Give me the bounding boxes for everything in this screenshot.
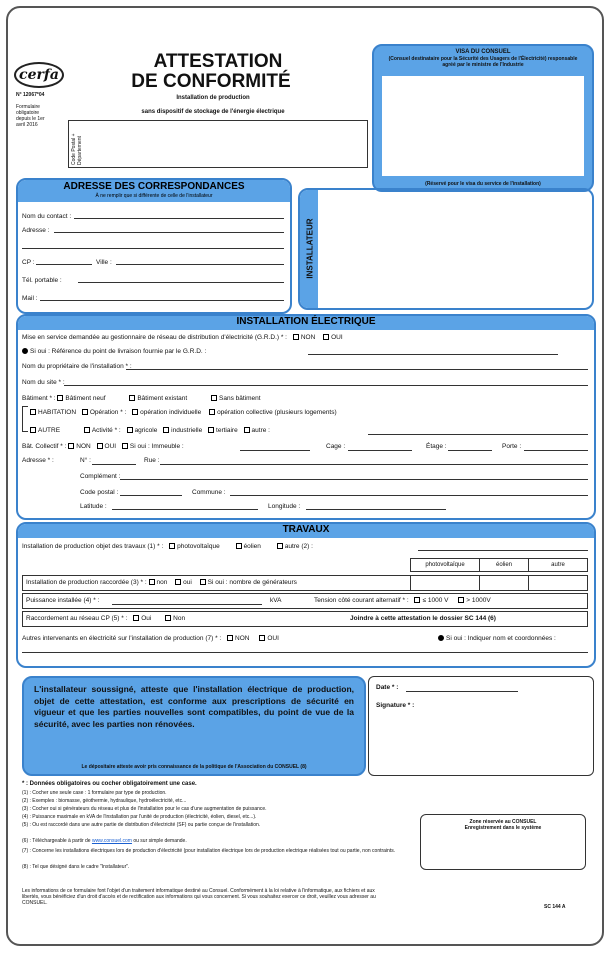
contact-cp-label: CP : [22,259,35,266]
gen-eolien-cell[interactable] [479,575,529,591]
tension-row [314,596,491,605]
eolien-checkbox[interactable] [236,543,242,549]
intervenants-label: Autres intervenants en électricité sur l'installation de production (7) * : [22,635,222,642]
correspondance-panel [16,178,292,314]
intervenants-oui-checkbox[interactable] [259,635,265,641]
form-ref: SC 144 A [544,904,566,910]
legal-text: Les informations de ce formulaire font l'objet d'un traitement informatique destiné au Consuel. Conformément à la loi relative à l'informatique, aux fichiers et aux libertés, vous bénéficiez d'un droit d'accès et de rectification aux informations qui vous concernent. Si vous souhaitez exercer ce droit, veuillez vous adresser au CONSUEL. [22,888,376,906]
puissance-unit: kVA [270,597,282,604]
cage-field[interactable] [348,450,412,451]
agricole-label: agricole [134,427,158,434]
intervenants-oui-label: OUI [267,635,279,642]
raccordee-label: Installation de production raccordée (3) * : [26,579,147,586]
immeuble-label: Si oui : Immeuble : [129,443,184,450]
visa-title: VISA DU CONSUEL [455,49,511,55]
correspondance-title [18,180,290,202]
signature-label: Signature * : [376,702,415,709]
title-line1: ATTESTATION [153,51,283,72]
sans-batiment-checkbox[interactable] [211,395,217,401]
proprietaire-label: Nom du propriétaire de l'installation * : [22,363,132,370]
bat-collectif-oui-label: OUI [104,443,117,450]
numero-label: N° : [80,457,91,464]
porte-label: Porte : [502,443,522,450]
bat-collectif-oui-checkbox[interactable] [97,443,103,449]
footnote-7: (7) : Concerne les installations électriques lors de production d'électricité (pour installation électrique lors de production electrique réalisées tout ou partie, non contraints. [22,848,396,854]
raccordement-non-checkbox[interactable] [165,615,171,621]
contact-ville-field[interactable] [116,264,284,265]
date-label: Date * : [376,684,399,691]
raccordement-label: Raccordement au réseau CP (5) * : [26,615,128,622]
contact-phone-field[interactable] [78,282,284,283]
activite-checkbox[interactable] [84,427,90,433]
subtitle1: Installation de production [176,95,250,101]
signature-field[interactable] [376,714,586,770]
contact-cp-field[interactable] [36,264,92,265]
batiment-row [22,394,261,403]
industrielle-checkbox[interactable] [163,427,169,433]
side-note: Formulaire obligatoire depuis le 1er avril 2016 [16,104,45,128]
longitude-field[interactable] [306,509,446,510]
raccordement-non-label: Non [173,615,186,622]
operation-individuelle-checkbox[interactable] [132,409,138,415]
bat-collectif-label: Bât. Collectif * : [22,443,67,450]
cage-label: Cage : [326,443,346,450]
code-postal-field[interactable] [120,495,182,496]
ref-point-text: Si oui : Référence du point de livraison fournie par le G.R.D. : [30,348,207,355]
tension-high-checkbox[interactable] [458,597,464,603]
proprietaire-field[interactable] [126,369,588,370]
site-label: Nom du site * : [22,379,65,386]
contact-address-label: Adresse : [22,227,50,234]
footnote-4: (4) : Puissance maximale en kVA de l'installation par l'unité de production (électricité, éolien, diesel, etc...). [22,814,257,820]
site-field[interactable] [64,385,588,386]
sans-batiment-label: Sans bâtiment [219,395,261,402]
activite-label: Activité * : [91,427,121,434]
bat-existant-checkbox[interactable] [129,395,135,401]
operation-checkbox[interactable] [82,409,88,415]
contact-ville-label: Ville : [96,259,112,266]
intervenants-field[interactable] [22,652,588,653]
footnote-5: (5) : Ou est raccordé dans une autre partie de distribution d'électricité (SF) ou partie conçue de l'installation. [22,822,261,828]
batiment-label: Bâtiment * : [22,395,56,402]
complement-field[interactable] [120,479,588,480]
complement-label: Complément : [80,473,121,480]
intervenants-tail-text: Si oui : Indiquer nom et coordonnées : [446,635,556,642]
attestation-text: L'installateur soussigné, atteste que l'installation électrique de production, objet de cette attestation, est conforme aux prescriptions de sécurité en vigueur et que les parties nouvelles sont compatibles, du point de vue de la sécurité, avec les parties non rénovées. [34,684,354,729]
mise-en-service-label [22,333,343,342]
footnote-3: (3) : Cocher oui si générateurs du réseau et plus de l'installation pour le cas d'une augmentation de puissance. [22,806,267,812]
contact-address-field[interactable] [54,232,284,233]
raccordee-oui-label: oui [183,579,192,586]
raccordee-row [26,578,297,587]
joindre-note: Joindre à cette attestation le dossier SC 144 (6) [350,615,496,622]
industrielle-label: industrielle [171,427,203,434]
visa-subtitle: (Consuel destinataire pour la Sécurité des Usagers de l'Électricité) responsable agréé par le ministre de l'Industrie [388,56,578,68]
bat-collectif-non-label: NON [76,443,91,450]
puissance-row-box [22,593,588,609]
usage-bracket [22,406,28,432]
bat-neuf-checkbox[interactable] [57,395,63,401]
operation-individuelle-label: opération individuelle [140,409,202,416]
mise-en-service-text: Mise en service demandée au gestionnaire de réseau de distribution d'électricité (G.R.D.) * : [22,334,287,341]
intervenants-non-label: NON [235,635,250,642]
immeuble-checkbox[interactable] [122,443,128,449]
code-postal-label: Code postal : [80,489,119,496]
bat-collectif-row [22,442,184,451]
cerfa-logo-text: cerfa [19,67,59,83]
etage-label: Étage : [426,443,447,450]
operation-collective-checkbox[interactable] [209,409,215,415]
porte-field[interactable] [524,450,588,451]
attestation-note: Le dépositaire atteste avoir pris connaissance de la politique de l'Association du CONSUEL (8) [81,764,307,770]
rue-field[interactable] [160,464,588,465]
cerfa-number: N° 12067*04 [16,92,45,98]
ref-point-label [22,347,206,356]
raccordee-oui-checkbox[interactable] [175,579,181,585]
consuel-stamp-box[interactable] [420,814,586,870]
date-field[interactable] [406,691,518,692]
bat-neuf-label: Bâtiment neuf [65,395,106,402]
latitude-label: Latitude : [80,503,107,510]
tension-low-label: ≤ 1000 V [422,597,449,604]
tension-high-label: > 1000V [466,597,491,604]
title-line2: DE CONFORMITÉ [131,71,291,92]
intervenants-row [22,634,279,643]
tertiaire-label: tertiaire [216,427,238,434]
col-head-photovoltaique: photovoltaïque [410,558,480,572]
raccordee-non-checkbox[interactable] [149,579,155,585]
installation-title: INSTALLATION ÉLECTRIQUE [18,316,594,330]
autre-row [30,426,270,435]
bat-existant-label: Bâtiment existant [137,395,188,402]
consuel-stamp-text: Zone réservée au CONSUEL Enregistrement dans le système [464,819,542,831]
contact-address-field-2[interactable] [22,248,284,249]
installateur-panel[interactable] [298,188,594,310]
tension-label: Tension côté courant alternatif * : [314,597,409,604]
nombre-generateurs-checkbox[interactable] [200,579,206,585]
autre-type-label: autre (2) : [284,543,313,550]
raccordement-row [26,614,185,623]
ref-point-marker [22,348,28,354]
mise-en-service-non-checkbox[interactable] [293,334,299,340]
adresse-label: Adresse * : [22,457,54,464]
mise-en-service-non-label: NON [300,334,316,341]
footnote-2: (2) : Exemples : biomasse, géothermie, hydraulique, hydroélectricité, etc... [22,798,187,804]
operation-label: Opération * : [89,409,127,416]
habitation-label: HABITATION [38,409,77,416]
installateur-label: INSTALLATEUR [305,218,315,279]
operation-collective-label: opération collective (plusieurs logements) [217,409,337,416]
gen-photovoltaique-cell[interactable] [410,575,480,591]
travaux-type-label: Installation de production objet des travaux (1) * : [22,543,164,550]
intervenants-tail [438,634,556,643]
numero-field[interactable] [92,464,136,465]
footnote-6 [22,838,402,844]
travaux-type-row [22,542,313,551]
tension-low-checkbox[interactable] [414,597,420,603]
gen-autre-cell[interactable] [528,575,588,591]
footnote-1: (1) : Cocher une seule case : 1 formulaire par type de production. [22,790,167,796]
etage-field[interactable] [448,450,492,451]
contact-name-field[interactable] [74,218,284,219]
rue-label: Rue : [144,457,160,464]
autre-activite-label: autre : [251,427,270,434]
visa-stamp-area[interactable] [382,76,584,176]
puissance-label: Puissance installée (4) * : [26,597,100,604]
travaux-title: TRAVAUX [18,524,594,538]
autre-type-field[interactable] [418,550,588,551]
habitation-checkbox[interactable] [30,409,36,415]
agricole-checkbox[interactable] [127,427,133,433]
nombre-generateurs-label: Si oui : nombre de générateurs [207,579,297,586]
autre-usage-checkbox[interactable] [30,427,36,433]
subtitle2: sans dispositif de stockage de l'énergie électrique [141,109,285,115]
photovoltaique-checkbox[interactable] [169,543,175,549]
contact-mail-field[interactable] [40,300,284,301]
form-sheet [6,6,604,946]
habitation-row [30,408,337,417]
stamp-label: Code Postal + Département [71,133,83,165]
visa-panel [372,44,594,192]
attestation-panel [22,676,366,776]
latitude-field[interactable] [112,509,258,510]
consuel-link[interactable]: www.consuel.com [91,838,132,844]
tertiaire-checkbox[interactable] [208,427,214,433]
immeuble-field[interactable] [240,450,310,451]
raccordement-oui-checkbox[interactable] [133,615,139,621]
footnotes-title: * : Données obligatoires ou cocher obligatoirement une case. [22,781,197,787]
commune-label: Commune : [192,489,226,496]
footnote-6-text: (6) : Téléchargeable à partir de [22,838,91,844]
autre-activite-field[interactable] [368,434,588,435]
stamp-box[interactable] [68,120,368,168]
autre-type-checkbox[interactable] [277,543,283,549]
bat-collectif-non-checkbox[interactable] [68,443,74,449]
mise-en-service-oui-label: OUI [331,334,343,341]
raccordee-non-label: non [156,579,168,586]
mise-en-service-oui-checkbox[interactable] [323,334,329,340]
contact-name-label: Nom du contact : [22,213,72,220]
col-head-autre: autre [528,558,588,572]
col-head-eolien: éolien [479,558,529,572]
eolien-label: éolien [243,543,261,550]
autre-activite-checkbox[interactable] [244,427,250,433]
longitude-label: Longitude : [268,503,301,510]
contact-phone-label: Tél. portable : [22,277,62,284]
contact-mail-label: Mail : [22,295,38,302]
commune-field[interactable] [230,495,588,496]
intervenants-non-checkbox[interactable] [227,635,233,641]
visa-footer: (Réservé pour le visa du service de l'installation) [425,181,541,187]
raccordement-oui-label: Oui [141,615,152,622]
intervenants-coord-marker [438,635,444,641]
footnote-8: (8) : Tel que désigné dans le cadre "Installateur". [22,864,130,870]
autre-usage-label: AUTRE [38,427,61,434]
cerfa-logo [14,62,64,88]
correspondance-note: À ne remplir que si différente de celle de l'installateur [95,193,213,199]
footnote-6-tail: ou sur simple demande. [133,838,187,844]
puissance-field[interactable] [112,604,262,605]
photovoltaique-label: photovoltaïque [177,543,220,550]
correspondance-title-text: ADRESSE DES CORRESPONDANCES [63,181,245,192]
ref-point-field[interactable] [308,354,558,355]
